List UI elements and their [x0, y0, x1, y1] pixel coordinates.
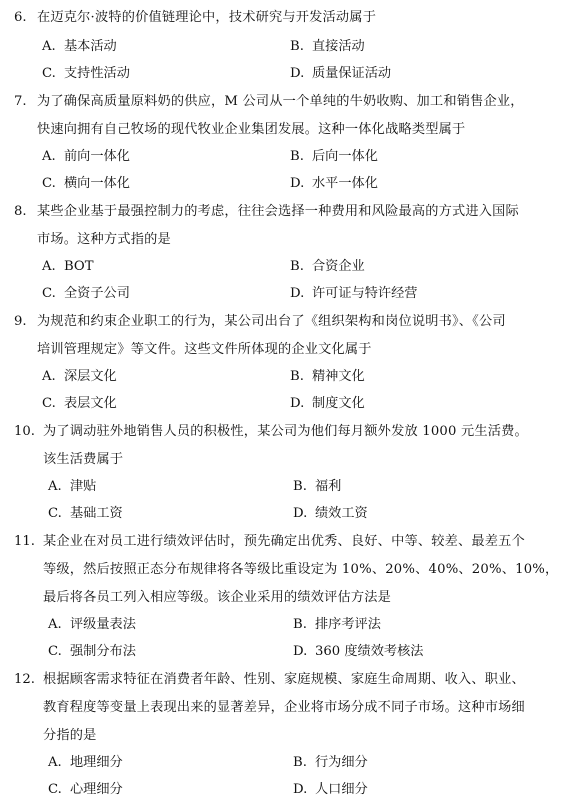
question-stem-line: 该生活费属于	[43, 452, 124, 467]
option-letter: C.	[48, 644, 62, 659]
option-text: 表层文化	[64, 396, 117, 411]
option-text: 行为细分	[315, 755, 368, 770]
option-letter: A.	[42, 149, 56, 164]
option-letter: C.	[42, 176, 56, 191]
option-letter: B.	[290, 39, 304, 54]
option-b	[290, 38, 365, 56]
option-text: 许可证与特许经营	[312, 286, 418, 301]
question-number: 11.	[14, 534, 35, 549]
question-stem-line: 市场。这种方式指的是	[37, 232, 171, 247]
option-a	[42, 368, 117, 386]
option-b	[290, 148, 378, 166]
option-letter: B.	[290, 369, 304, 384]
option-text: 制度文化	[312, 396, 365, 411]
option-text: 福利	[315, 479, 342, 494]
question-number: 9.	[14, 314, 27, 329]
option-b	[290, 258, 365, 276]
option-letter: A.	[42, 39, 56, 54]
option-d	[293, 643, 424, 661]
question-stem-line: 为规范和约束企业职工的行为，某公司出台了《组织架构和岗位说明书》、《公司	[37, 314, 506, 329]
option-c	[42, 175, 130, 193]
option-text: 后向一体化	[312, 149, 378, 164]
question-stem-line: 某些企业基于最强控制力的考虑，往往会选择一种费用和风险最高的方式进入国际	[37, 204, 519, 219]
option-b	[293, 616, 381, 634]
option-d	[290, 395, 365, 413]
option-letter: C.	[42, 286, 56, 301]
question-stem-line: 为了确保高质量原料奶的供应，M 公司从一个单纯的牛奶收购、加工和销售企业，	[37, 94, 524, 109]
question-stem-line: 快速向拥有自己牧场的现代牧业企业集团发展。这种一体化战略类型属于	[37, 122, 466, 137]
option-letter: D.	[290, 396, 305, 411]
question-stem-line: 培训管理规定》等文件。这些文件所体现的企业文化属于	[37, 342, 372, 357]
option-text: 人口细分	[315, 782, 368, 797]
option-b	[290, 368, 365, 386]
option-letter: D.	[290, 176, 305, 191]
option-letter: D.	[293, 782, 308, 797]
option-text: 评级量表法	[70, 617, 136, 632]
option-text: 前向一体化	[64, 149, 130, 164]
option-letter: B.	[293, 755, 307, 770]
question-number: 6.	[14, 10, 27, 25]
option-d	[290, 285, 418, 303]
option-text: 水平一体化	[312, 176, 378, 191]
option-b	[293, 754, 368, 772]
question-stem-line: 分指的是	[43, 728, 97, 743]
option-letter: B.	[293, 479, 307, 494]
option-c	[48, 505, 123, 523]
option-letter: D.	[293, 644, 308, 659]
option-letter: C.	[48, 506, 62, 521]
option-d	[293, 781, 368, 799]
option-letter: A.	[48, 617, 62, 632]
question-stem-line: 为了调动驻外地销售人员的积极性，某公司为他们每月额外发放 1000 元生活费。	[43, 424, 528, 439]
option-a	[42, 38, 117, 56]
option-text: 排序考评法	[315, 617, 381, 632]
option-letter: B.	[293, 617, 307, 632]
option-a	[48, 754, 123, 772]
option-text: 合资企业	[312, 259, 365, 274]
option-text: 精神文化	[312, 369, 365, 384]
question-stem-line: 最后将各员工列入相应等级。该企业采用的绩效评估方法是	[43, 590, 392, 605]
option-text: 地理细分	[70, 755, 123, 770]
question-stem-line: 某企业在对员工进行绩效评估时，预先确定出优秀、良好、中等、较差、最差五个	[43, 534, 525, 549]
option-letter: A.	[48, 755, 62, 770]
option-d	[290, 65, 391, 83]
option-text: 360 度绩效考核法	[315, 644, 424, 659]
option-letter: A.	[42, 259, 56, 274]
option-letter: D.	[290, 66, 305, 81]
option-letter: B.	[290, 259, 304, 274]
option-c	[42, 65, 130, 83]
question-number: 12.	[14, 672, 35, 687]
question-number: 7.	[14, 94, 27, 109]
option-c	[48, 643, 136, 661]
option-a	[48, 616, 136, 634]
option-letter: B.	[290, 149, 304, 164]
question-number: 8.	[14, 204, 27, 219]
option-text: 直接活动	[312, 39, 365, 54]
option-text: 质量保证活动	[312, 66, 392, 81]
option-text: 基础工资	[70, 506, 123, 521]
option-c	[48, 781, 123, 799]
option-text: 心理细分	[70, 782, 123, 797]
question-stem-line: 等级，然后按照正态分布规律将各等级比重设定为 10%、20%、40%、20%、10%，	[43, 562, 559, 577]
option-text: 全资子公司	[64, 286, 130, 301]
option-c	[42, 395, 117, 413]
option-letter: C.	[48, 782, 62, 797]
option-c	[42, 285, 130, 303]
question-stem-line: 教育程度等变量上表现出来的显著差异，企业将市场分成不同子市场。这种市场细	[43, 700, 525, 715]
option-text: 基本活动	[64, 39, 117, 54]
option-letter: D.	[290, 286, 305, 301]
option-a	[42, 148, 130, 166]
option-letter: A.	[48, 479, 62, 494]
question-stem-line: 根据顾客需求特征在消费者年龄、性别、家庭规模、家庭生命周期、收入、职业、	[43, 672, 525, 687]
option-letter: A.	[42, 369, 56, 384]
option-letter: D.	[293, 506, 308, 521]
option-letter: C.	[42, 396, 56, 411]
option-letter: C.	[42, 66, 56, 81]
option-text: 绩效工资	[315, 506, 368, 521]
question-number: 10.	[14, 424, 35, 439]
option-text: 津贴	[70, 479, 97, 494]
option-text: BOT	[64, 259, 94, 274]
option-text: 横向一体化	[64, 176, 130, 191]
option-text: 强制分布法	[70, 644, 136, 659]
option-a	[42, 258, 94, 276]
option-b	[293, 478, 341, 496]
option-text: 支持性活动	[64, 66, 130, 81]
option-d	[293, 505, 368, 523]
option-a	[48, 478, 96, 496]
option-text: 深层文化	[64, 369, 117, 384]
question-stem-line: 在迈克尔·波特的价值链理论中，技术研究与开发活动属于	[37, 10, 377, 25]
option-d	[290, 175, 378, 193]
